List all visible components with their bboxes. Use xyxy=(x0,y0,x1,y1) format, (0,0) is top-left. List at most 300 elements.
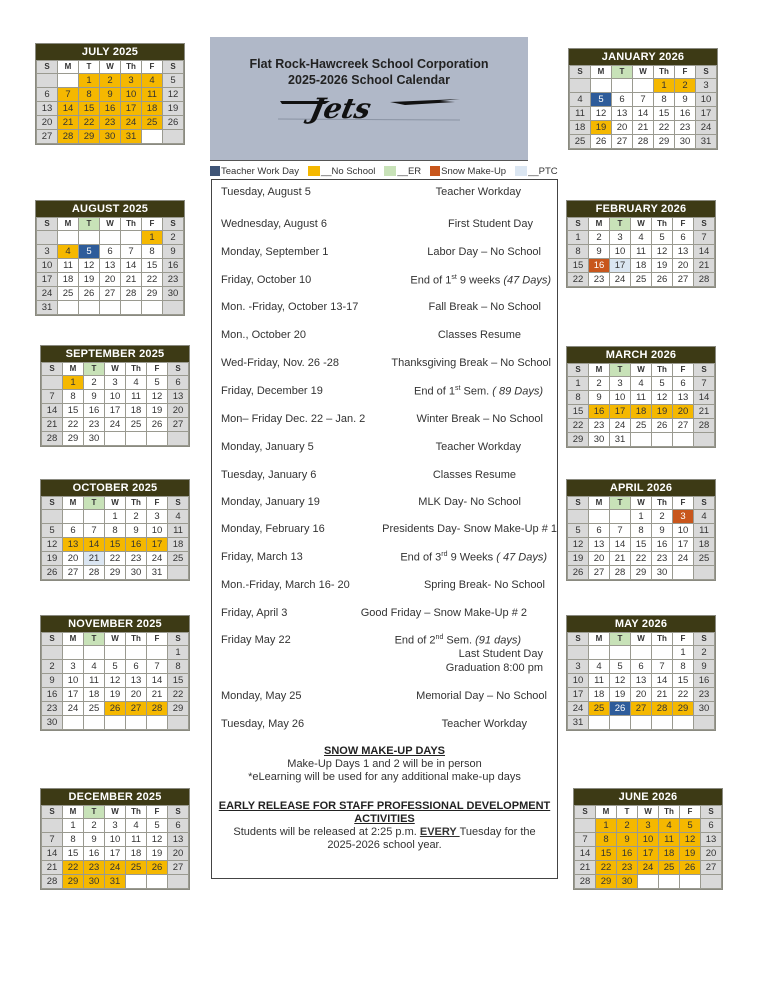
day-cell: 4 xyxy=(168,510,189,524)
empty-cell xyxy=(63,646,84,660)
day-cell: 21 xyxy=(633,121,654,135)
day-cell: 30 xyxy=(617,875,638,889)
day-cell: 29 xyxy=(568,433,589,447)
empty-cell xyxy=(84,510,105,524)
day-cell: 10 xyxy=(147,524,168,538)
day-cell: 8 xyxy=(79,88,100,102)
day-of-week-label: M xyxy=(63,806,84,819)
teacher-work-day-swatch-icon xyxy=(210,166,220,176)
day-cell: 8 xyxy=(596,833,617,847)
empty-cell xyxy=(638,875,659,889)
day-cell: 20 xyxy=(631,688,652,702)
calendar-july-2025 xyxy=(35,43,185,145)
calendar-title: 2025-2026 School Calendar xyxy=(288,73,450,87)
ptc-swatch-icon xyxy=(515,166,527,176)
day-cell: 15 xyxy=(596,847,617,861)
day-cell: 14 xyxy=(575,847,596,861)
day-cell: 1 xyxy=(673,646,694,660)
month-title: SEPTEMBER 2025 xyxy=(41,346,189,362)
day-cell: 15 xyxy=(631,538,652,552)
day-cell: 24 xyxy=(37,287,58,301)
early-release-heading: EARLY RELEASE FOR STAFF PROFESSIONAL DEVELOPMENT xyxy=(218,800,551,812)
day-cell: 19 xyxy=(105,688,126,702)
day-cell: 27 xyxy=(612,135,633,149)
day-cell: 20 xyxy=(63,552,84,566)
day-cell: 9 xyxy=(652,524,673,538)
day-cell: 14 xyxy=(694,391,715,405)
empty-cell xyxy=(168,716,189,730)
day-cell: 13 xyxy=(63,538,84,552)
day-cell: 23 xyxy=(652,552,673,566)
day-cell: 1 xyxy=(568,377,589,391)
calendar-february-2026 xyxy=(566,200,716,288)
day-cell: 18 xyxy=(84,688,105,702)
day-cell: 3 xyxy=(673,510,694,524)
day-of-week-label: M xyxy=(596,806,617,819)
day-of-week-label: S xyxy=(168,363,189,376)
month-title: APRIL 2026 xyxy=(567,480,715,496)
day-of-week-label: S xyxy=(42,363,63,376)
day-of-week-label: S xyxy=(694,497,715,510)
empty-cell xyxy=(79,301,100,315)
day-cell: 9 xyxy=(163,245,184,259)
empty-cell xyxy=(633,79,654,93)
empty-cell xyxy=(680,875,701,889)
day-cell: 18 xyxy=(659,847,680,861)
day-cell: 1 xyxy=(79,74,100,88)
day-cell: 14 xyxy=(42,847,63,861)
day-cell: 18 xyxy=(126,847,147,861)
day-cell: 26 xyxy=(591,135,612,149)
day-cell: 7 xyxy=(121,245,142,259)
day-of-week-label: F xyxy=(673,497,694,510)
day-cell: 27 xyxy=(589,566,610,580)
month-title: FEBRUARY 2026 xyxy=(567,201,715,217)
day-cell: 6 xyxy=(126,660,147,674)
day-cell: 3 xyxy=(121,74,142,88)
day-of-week-label: M xyxy=(63,633,84,646)
day-cell: 23 xyxy=(84,418,105,432)
day-cell: 20 xyxy=(701,847,722,861)
day-cell: 5 xyxy=(652,231,673,245)
day-cell: 25 xyxy=(126,861,147,875)
empty-cell xyxy=(701,875,722,889)
day-of-week-label: F xyxy=(673,218,694,231)
day-cell: 30 xyxy=(163,287,184,301)
day-cell: 10 xyxy=(638,833,659,847)
day-cell: 16 xyxy=(675,107,696,121)
day-cell: 20 xyxy=(37,116,58,130)
day-cell: 11 xyxy=(631,245,652,259)
empty-cell xyxy=(142,130,163,144)
er-swatch-icon xyxy=(384,166,396,176)
day-of-week-label: F xyxy=(147,806,168,819)
empty-cell xyxy=(694,433,715,447)
important-dates-box: Tuesday, August 5 Teacher Workday Wednesday, August 6 First Student Day Monday, September 1 Labor Day – No School Friday, October 10 End of 1st 9 weeks (47 Days) Mon. -Friday, October 13-17 Fall Break – No School Mon., October 20 Classes Resume Wed-Friday, Nov. 26 -28 Thanksgiving Break – No School Friday, December 19 End of 1st Sem. ( 89 Days) Mon– Friday Dec. 22 – Jan. 2 Winter Break – No School Monday, January 5 Teacher Workday Tuesday, January 6 Classes Resume Monday, January 19 MLK Day- No School Monday, February 16 Presidents Day- Snow Make-Up # 1 Friday, March 13 End of 3rd 9 Weeks ( 47 Days) Mon.-Friday, March 16- 20 Spring Break- No School Friday, April 3 Good Friday – Snow Make-Up # 2 Friday May 22 End of 2nd Sem. (91 days) Last Student Day Graduation 8:00 pm Monday, May 25 Memorial Day – No School Tuesday, May 26 Teacher Workday SNOW MAKE-UP DAYS Make-Up Days 1 and 2 will be in person *eLearning will be used for any additional make-up days EARLY RELEASE FOR STAFF PROFESSIONAL DEVELOPMENT ACTIVITIES Students will be released at 2:25 p.m. EVERY Tuesday for the 2025-2026 school year. xyxy=(211,179,558,879)
day-of-week-label: F xyxy=(675,66,696,79)
calendar-june-2026 xyxy=(573,788,723,890)
legend-teacher-work-day: Teacher Work Day xyxy=(210,166,299,177)
day-of-week-label: Th xyxy=(126,363,147,376)
day-cell: 21 xyxy=(652,688,673,702)
day-of-week-label: M xyxy=(63,363,84,376)
calendar-march-2026 xyxy=(566,346,716,448)
day-of-week-label: S xyxy=(568,218,589,231)
day-of-week-label: T xyxy=(84,633,105,646)
day-cell: 13 xyxy=(100,259,121,273)
snow-make-up-notes: SNOW MAKE-UP DAYS Make-Up Days 1 and 2 will be in person *eLearning will be used for any additional make-up days xyxy=(212,745,557,784)
day-of-week-label: M xyxy=(589,633,610,646)
day-of-week-label: T xyxy=(617,806,638,819)
day-cell: 19 xyxy=(147,404,168,418)
day-cell: 23 xyxy=(84,861,105,875)
empty-cell xyxy=(121,301,142,315)
day-cell: 6 xyxy=(701,819,722,833)
empty-cell xyxy=(591,79,612,93)
day-cell: 7 xyxy=(42,833,63,847)
day-of-week-label: S xyxy=(694,218,715,231)
day-cell: 5 xyxy=(652,377,673,391)
day-cell: 17 xyxy=(610,259,631,273)
snow-make-up-swatch-icon xyxy=(430,166,440,176)
day-cell: 29 xyxy=(63,875,84,889)
day-cell: 31 xyxy=(568,716,589,730)
day-cell: 25 xyxy=(126,418,147,432)
day-cell: 9 xyxy=(126,524,147,538)
day-cell: 15 xyxy=(568,405,589,419)
day-cell: 14 xyxy=(84,538,105,552)
month-title: MAY 2026 xyxy=(567,616,715,632)
day-cell: 29 xyxy=(79,130,100,144)
empty-cell xyxy=(126,432,147,446)
calendar-october-2025 xyxy=(40,479,190,581)
day-cell: 22 xyxy=(596,861,617,875)
day-of-week-label: Th xyxy=(652,218,673,231)
empty-cell xyxy=(42,646,63,660)
day-cell: 2 xyxy=(84,376,105,390)
day-cell: 15 xyxy=(79,102,100,116)
day-cell: 3 xyxy=(147,510,168,524)
empty-cell xyxy=(694,716,715,730)
day-cell: 28 xyxy=(147,702,168,716)
day-cell: 3 xyxy=(105,819,126,833)
day-cell: 23 xyxy=(694,688,715,702)
day-cell: 29 xyxy=(673,702,694,716)
day-cell: 16 xyxy=(617,847,638,861)
empty-cell xyxy=(694,566,715,580)
day-cell: 1 xyxy=(596,819,617,833)
day-of-week-label: S xyxy=(37,218,58,231)
day-cell: 23 xyxy=(617,861,638,875)
day-cell: 28 xyxy=(84,566,105,580)
day-cell: 26 xyxy=(147,861,168,875)
day-cell: 28 xyxy=(58,130,79,144)
empty-cell xyxy=(673,716,694,730)
day-cell: 30 xyxy=(126,566,147,580)
day-cell: 15 xyxy=(142,259,163,273)
day-cell: 29 xyxy=(631,566,652,580)
day-cell: 26 xyxy=(147,418,168,432)
day-cell: 30 xyxy=(42,716,63,730)
day-cell: 27 xyxy=(631,702,652,716)
day-of-week-label: S xyxy=(694,364,715,377)
day-cell: 6 xyxy=(673,377,694,391)
day-cell: 1 xyxy=(63,376,84,390)
day-cell: 16 xyxy=(42,688,63,702)
day-of-week-label: T xyxy=(610,497,631,510)
day-cell: 13 xyxy=(701,833,722,847)
day-cell: 6 xyxy=(612,93,633,107)
empty-cell xyxy=(58,74,79,88)
day-cell: 27 xyxy=(126,702,147,716)
day-of-week-label: S xyxy=(42,806,63,819)
day-cell: 3 xyxy=(568,660,589,674)
day-of-week-label: S xyxy=(168,497,189,510)
day-cell: 5 xyxy=(105,660,126,674)
day-cell: 29 xyxy=(105,566,126,580)
day-cell: 24 xyxy=(610,419,631,433)
day-cell: 3 xyxy=(63,660,84,674)
day-of-week-label: W xyxy=(105,633,126,646)
day-cell: 27 xyxy=(701,861,722,875)
day-cell: 7 xyxy=(84,524,105,538)
day-cell: 6 xyxy=(589,524,610,538)
day-of-week-label: S xyxy=(168,633,189,646)
day-cell: 26 xyxy=(42,566,63,580)
month-title: MARCH 2026 xyxy=(567,347,715,363)
day-cell: 5 xyxy=(79,245,100,259)
day-cell: 10 xyxy=(568,674,589,688)
day-cell: 7 xyxy=(147,660,168,674)
day-cell: 18 xyxy=(694,538,715,552)
empty-cell xyxy=(147,432,168,446)
day-cell: 12 xyxy=(652,245,673,259)
day-cell: 22 xyxy=(105,552,126,566)
day-cell: 14 xyxy=(42,404,63,418)
day-cell: 1 xyxy=(168,646,189,660)
day-cell: 15 xyxy=(168,674,189,688)
month-title: JANUARY 2026 xyxy=(569,49,717,65)
day-cell: 17 xyxy=(105,847,126,861)
day-cell: 4 xyxy=(570,93,591,107)
empty-cell xyxy=(58,301,79,315)
day-cell: 17 xyxy=(568,688,589,702)
day-cell: 24 xyxy=(63,702,84,716)
day-cell: 4 xyxy=(84,660,105,674)
empty-cell xyxy=(652,716,673,730)
day-cell: 26 xyxy=(163,116,184,130)
day-of-week-label: S xyxy=(42,497,63,510)
day-cell: 26 xyxy=(652,419,673,433)
empty-cell xyxy=(105,432,126,446)
day-cell: 4 xyxy=(589,660,610,674)
empty-cell xyxy=(142,301,163,315)
day-cell: 27 xyxy=(168,418,189,432)
day-cell: 27 xyxy=(673,273,694,287)
day-cell: 11 xyxy=(694,524,715,538)
empty-cell xyxy=(126,875,147,889)
day-cell: 2 xyxy=(652,510,673,524)
day-cell: 2 xyxy=(126,510,147,524)
day-cell: 7 xyxy=(58,88,79,102)
day-cell: 10 xyxy=(121,88,142,102)
day-cell: 5 xyxy=(591,93,612,107)
day-cell: 22 xyxy=(142,273,163,287)
day-cell: 15 xyxy=(568,259,589,273)
empty-cell xyxy=(168,566,189,580)
day-cell: 8 xyxy=(142,245,163,259)
day-cell: 10 xyxy=(696,93,717,107)
day-cell: 9 xyxy=(675,93,696,107)
day-cell: 7 xyxy=(652,660,673,674)
day-cell: 22 xyxy=(63,861,84,875)
day-cell: 6 xyxy=(168,376,189,390)
day-cell: 27 xyxy=(168,861,189,875)
jets-logo-icon xyxy=(270,89,470,125)
day-cell: 6 xyxy=(100,245,121,259)
day-cell: 18 xyxy=(631,405,652,419)
day-cell: 28 xyxy=(610,566,631,580)
day-cell: 19 xyxy=(147,847,168,861)
empty-cell xyxy=(631,646,652,660)
day-cell: 15 xyxy=(63,847,84,861)
day-cell: 17 xyxy=(105,404,126,418)
day-cell: 5 xyxy=(42,524,63,538)
day-of-week-label: Th xyxy=(652,633,673,646)
day-cell: 23 xyxy=(675,121,696,135)
empty-cell xyxy=(126,716,147,730)
day-of-week-label: S xyxy=(568,497,589,510)
day-cell: 13 xyxy=(37,102,58,116)
day-of-week-label: F xyxy=(147,633,168,646)
day-cell: 21 xyxy=(575,861,596,875)
day-cell: 8 xyxy=(568,391,589,405)
day-cell: 25 xyxy=(631,419,652,433)
day-cell: 30 xyxy=(84,432,105,446)
day-cell: 6 xyxy=(37,88,58,102)
day-cell: 24 xyxy=(638,861,659,875)
day-cell: 3 xyxy=(610,377,631,391)
empty-cell xyxy=(659,875,680,889)
calendar-december-2025 xyxy=(40,788,190,890)
empty-cell xyxy=(42,376,63,390)
day-of-week-label: T xyxy=(610,633,631,646)
day-cell: 24 xyxy=(105,418,126,432)
day-of-week-label: Th xyxy=(126,497,147,510)
day-of-week-label: M xyxy=(591,66,612,79)
day-cell: 28 xyxy=(633,135,654,149)
day-cell: 21 xyxy=(42,418,63,432)
day-cell: 8 xyxy=(631,524,652,538)
day-cell: 8 xyxy=(63,833,84,847)
day-cell: 3 xyxy=(37,245,58,259)
day-cell: 2 xyxy=(617,819,638,833)
day-cell: 4 xyxy=(631,377,652,391)
no-school-swatch-icon xyxy=(308,166,320,176)
day-cell: 13 xyxy=(126,674,147,688)
day-of-week-label: W xyxy=(631,633,652,646)
day-cell: 21 xyxy=(694,405,715,419)
day-cell: 28 xyxy=(121,287,142,301)
day-of-week-label: Th xyxy=(652,497,673,510)
day-cell: 9 xyxy=(694,660,715,674)
empty-cell xyxy=(589,510,610,524)
day-cell: 21 xyxy=(121,273,142,287)
day-cell: 30 xyxy=(652,566,673,580)
day-cell: 25 xyxy=(168,552,189,566)
day-cell: 13 xyxy=(168,390,189,404)
empty-cell xyxy=(610,646,631,660)
day-cell: 27 xyxy=(37,130,58,144)
day-cell: 31 xyxy=(105,875,126,889)
day-cell: 12 xyxy=(610,674,631,688)
day-cell: 28 xyxy=(42,432,63,446)
day-cell: 6 xyxy=(673,231,694,245)
day-cell: 26 xyxy=(79,287,100,301)
day-cell: 12 xyxy=(79,259,100,273)
day-cell: 24 xyxy=(568,702,589,716)
day-of-week-label: S xyxy=(163,61,184,74)
day-of-week-label: S xyxy=(701,806,722,819)
day-cell: 2 xyxy=(589,231,610,245)
day-cell: 11 xyxy=(589,674,610,688)
day-cell: 18 xyxy=(58,273,79,287)
snow-make-up-heading: SNOW MAKE-UP DAYS xyxy=(323,745,446,757)
day-of-week-label: S xyxy=(42,633,63,646)
day-cell: 4 xyxy=(58,245,79,259)
day-cell: 6 xyxy=(631,660,652,674)
day-cell: 4 xyxy=(659,819,680,833)
day-cell: 7 xyxy=(694,377,715,391)
day-cell: 10 xyxy=(37,259,58,273)
day-cell: 10 xyxy=(105,390,126,404)
day-cell: 30 xyxy=(100,130,121,144)
empty-cell xyxy=(673,433,694,447)
day-cell: 18 xyxy=(126,404,147,418)
day-of-week-label: S xyxy=(696,66,717,79)
day-cell: 6 xyxy=(168,819,189,833)
day-cell: 13 xyxy=(631,674,652,688)
day-cell: 5 xyxy=(568,524,589,538)
day-cell: 15 xyxy=(654,107,675,121)
day-cell: 27 xyxy=(63,566,84,580)
day-cell: 4 xyxy=(694,510,715,524)
day-cell: 18 xyxy=(142,102,163,116)
day-cell: 13 xyxy=(673,391,694,405)
day-cell: 3 xyxy=(610,231,631,245)
day-cell: 26 xyxy=(652,273,673,287)
day-cell: 25 xyxy=(570,135,591,149)
day-cell: 11 xyxy=(570,107,591,121)
day-cell: 26 xyxy=(568,566,589,580)
day-cell: 22 xyxy=(568,273,589,287)
day-of-week-label: T xyxy=(84,363,105,376)
day-cell: 25 xyxy=(694,552,715,566)
day-cell: 12 xyxy=(163,88,184,102)
calendar-november-2025 xyxy=(40,615,190,731)
day-cell: 12 xyxy=(42,538,63,552)
day-cell: 12 xyxy=(652,391,673,405)
day-of-week-label: F xyxy=(673,364,694,377)
day-cell: 13 xyxy=(673,245,694,259)
day-of-week-label: W xyxy=(638,806,659,819)
day-cell: 12 xyxy=(147,833,168,847)
calendar-january-2026 xyxy=(568,48,718,150)
day-cell: 2 xyxy=(675,79,696,93)
calendar-may-2026 xyxy=(566,615,716,731)
day-cell: 10 xyxy=(105,833,126,847)
day-cell: 28 xyxy=(694,273,715,287)
